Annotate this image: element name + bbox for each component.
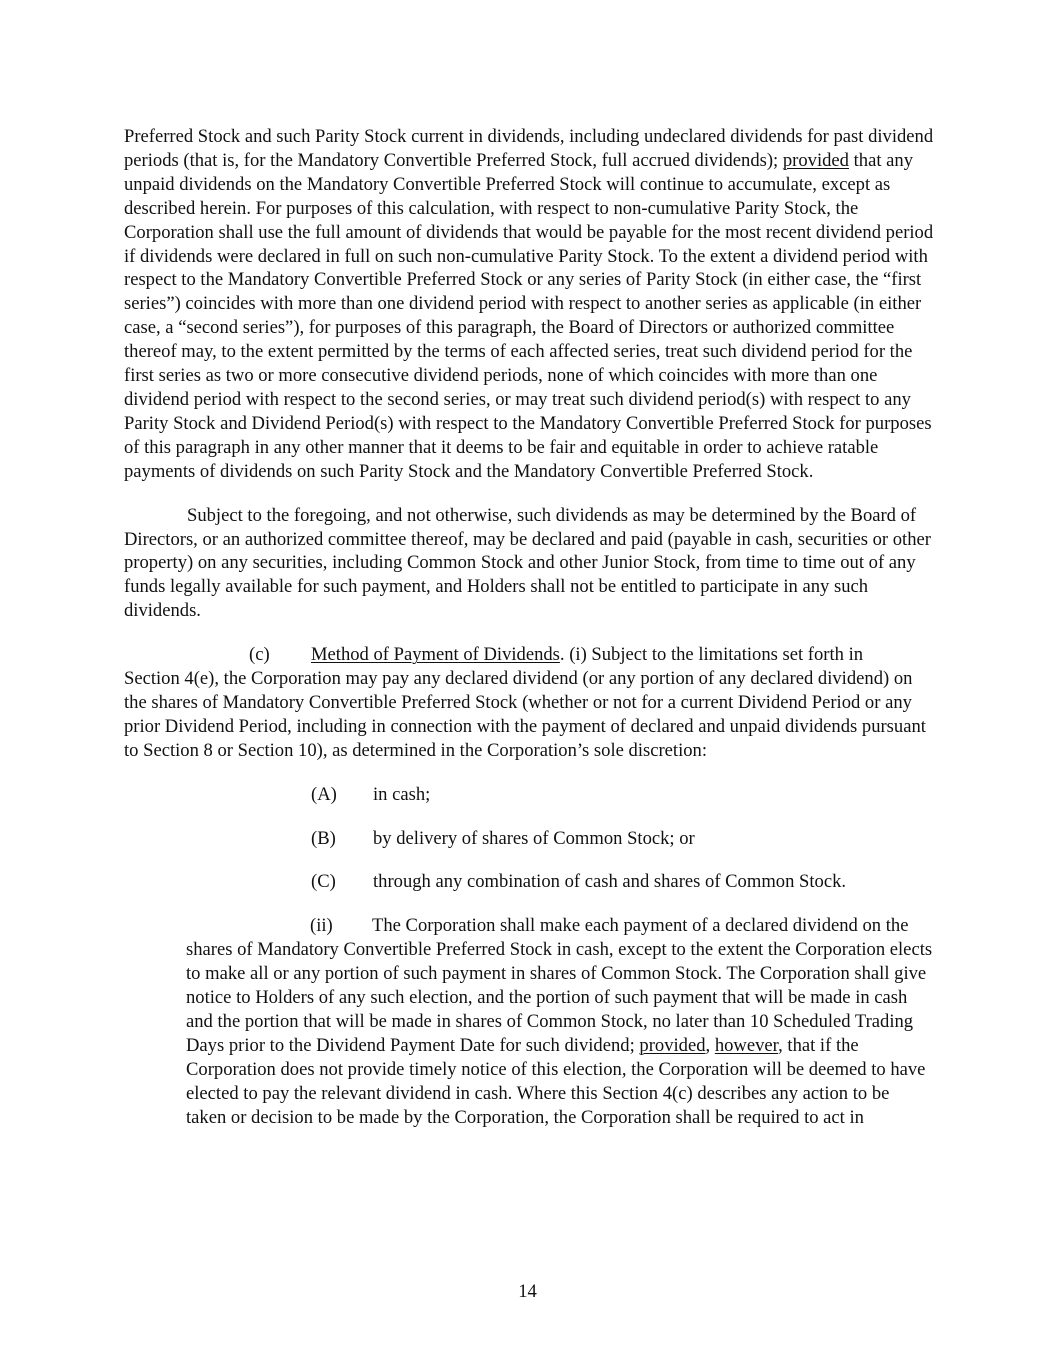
provided-term: provided <box>782 149 849 171</box>
list-text-b: by delivery of shares of Common Stock; or <box>373 827 695 849</box>
section-ii <box>186 914 934 1129</box>
paragraph-subject-to-foregoing: Subject to the foregoing, and not otherwise, such dividends as may be determined by the Board of Directors, or an authorized committee thereof, may be declared and paid (payable in cash, securities or other property) on any securities, including Common Stock and other Junior Stock, from time to time out of any funds legally available for such payment, and Holders shall not be entitled to participate in any such dividends. <box>124 504 931 622</box>
list-item-c <box>124 870 934 894</box>
however-term: however <box>714 1034 779 1056</box>
section-c <box>124 643 934 763</box>
section-c-heading: Method of Payment of Dividends <box>311 644 560 666</box>
page-number: 14 <box>518 1281 537 1302</box>
paragraph-text-continued: that any unpaid dividends on the Mandatory Convertible Preferred Stock will continue to accumulate, except as described herein. For purposes of this calculation, with respect to non-cumulative Parity Stock, the Corporation shall use the full amount of dividends that would be payable for the most recent dividend period if dividends were declared in full on such non-cumulative Parity Stock. To the extent a dividend period with respect to the Mandatory Convertible Preferred Stock or any series of Parity Stock (in either case, the “first series”) coincides with more than one dividend period with respect to another series as applicable (in either case, a “second series”), for purposes of this paragraph, the Board of Directors or authorized committee thereof may, to the extent permitted by the terms of each affected series, treat such dividend period for the first series as two or more consecutive dividend periods, none of which coincides with more than one dividend period with respect to the second series, or may treat such dividend period(s) with respect to any Parity Stock and Dividend Period(s) with respect to the Mandatory Convertible Preferred Stock for purposes of this paragraph in any other manner that it deems to be fair and equitable in order to achieve ratable payments of dividends on such Parity Stock and the Mandatory Convertible Preferred Stock. <box>124 149 934 482</box>
document-page <box>124 125 934 1130</box>
list-label-a: (A) <box>311 783 337 805</box>
section-c-heading-rest: . (i) Subject to the limitations set forth in <box>559 644 864 666</box>
paragraph-text: Preferred Stock and such Parity Stock current in dividends, including undeclared dividends for past dividend periods (that is, for the Mandatory Convertible Preferred Stock, full accrued dividends); <box>124 126 934 171</box>
section-ii-label: (ii) <box>310 915 333 937</box>
section-c-heading-line <box>124 643 934 667</box>
section-c-label: (c) <box>249 644 270 666</box>
list-label-c: (C) <box>311 871 336 893</box>
provided-term-ii: provided <box>639 1034 706 1056</box>
section-ii-first-indent <box>186 915 248 936</box>
list-label-b: (B) <box>311 827 336 849</box>
comma: , <box>705 1034 711 1056</box>
list-text-c: through any combination of cash and shares of Common Stock. <box>373 871 847 893</box>
section-c-body: Section 4(e), the Corporation may pay any declared dividend (or any portion of any declared dividend) on the shares of Mandatory Convertible Preferred Stock (whether or not for a current Dividend Period or any prior Dividend Period, including in connection with the payment of declared and unpaid dividends pursuant to Section 8 or Section 10), as determined in the Corporation’s sole discretion: <box>124 668 926 761</box>
list-item-b <box>124 827 934 851</box>
section-ii-text <box>186 914 934 1129</box>
paragraph-parity-stock <box>124 125 934 484</box>
section-ii-body: The Corporation shall make each payment of a declared dividend on the shares of Mandatory Convertible Preferred Stock in cash, except to the extent the Corporation elects to make all or any portion of such payment in shares of Common Stock. The Corporation shall give notice to Holders of any such election, and the portion of such payment that will be made in cash and the portion that will be made in shares of Common Stock, no later than 10 Scheduled Trading Days prior to the Dividend Payment Date for such dividend; <box>186 915 933 1056</box>
list-text-a: in cash; <box>373 783 431 805</box>
list-item-a <box>124 783 934 807</box>
section-ii-body-continued: , that if the Corporation does not provide timely notice of this election, the Corporation will be deemed to have elected to pay the relevant dividend in cash. Where this Section 4(c) describes any action to be taken or decision to be made by the Corporation, the Corporation shall be required to act in <box>186 1034 926 1128</box>
